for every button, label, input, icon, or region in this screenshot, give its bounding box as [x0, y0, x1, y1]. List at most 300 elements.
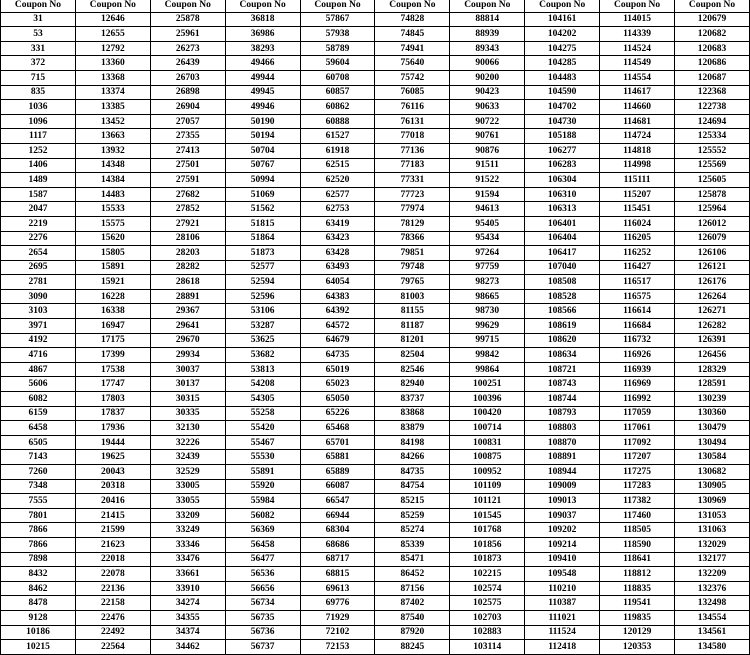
coupon-number-cell: 55258 — [225, 406, 300, 421]
coupon-number-cell: 50194 — [225, 129, 300, 144]
coupon-number-cell: 84266 — [375, 450, 450, 465]
coupon-number-cell: 102574 — [450, 581, 525, 596]
coupon-number-cell: 72153 — [300, 640, 375, 655]
coupon-number-cell: 81155 — [375, 304, 450, 319]
coupon-number-cell: 109214 — [525, 537, 600, 552]
coupon-number-cell: 33346 — [150, 537, 225, 552]
coupon-number-cell: 1489 — [1, 173, 76, 188]
coupon-number-cell: 106404 — [525, 231, 600, 246]
table-row — [1, 100, 750, 115]
coupon-number-cell: 4867 — [1, 362, 76, 377]
coupon-number-cell: 69613 — [300, 581, 375, 596]
coupon-number-cell: 119541 — [600, 596, 675, 611]
coupon-number-cell: 34274 — [150, 596, 225, 611]
table-row — [1, 450, 750, 465]
coupon-number-cell: 34462 — [150, 640, 225, 655]
coupon-number-cell: 60862 — [300, 100, 375, 115]
column-header: Coupon No — [150, 0, 225, 12]
coupon-number-cell: 66547 — [300, 494, 375, 509]
coupon-number-cell: 120129 — [600, 625, 675, 640]
coupon-number-cell: 17803 — [75, 392, 150, 407]
table-row — [1, 187, 750, 202]
coupon-number-cell: 77183 — [375, 158, 450, 173]
coupon-number-cell: 22492 — [75, 625, 150, 640]
coupon-number-cell: 27501 — [150, 158, 225, 173]
coupon-number-cell: 114681 — [600, 114, 675, 129]
coupon-number-cell: 22476 — [75, 610, 150, 625]
coupon-number-cell: 7866 — [1, 537, 76, 552]
coupon-number-cell: 57867 — [300, 12, 375, 27]
column-header: Coupon No — [600, 0, 675, 12]
coupon-number-cell: 87920 — [375, 625, 450, 640]
coupon-number-cell: 126391 — [675, 333, 750, 348]
coupon-number-cell: 71929 — [300, 610, 375, 625]
coupon-number-cell: 1036 — [1, 100, 76, 115]
coupon-number-cell: 7555 — [1, 494, 76, 509]
coupon-number-cell: 108744 — [525, 392, 600, 407]
coupon-number-cell: 101873 — [450, 552, 525, 567]
coupon-number-cell: 117382 — [600, 494, 675, 509]
coupon-number-cell: 104202 — [525, 27, 600, 42]
coupon-number-cell: 22158 — [75, 596, 150, 611]
coupon-number-cell: 95434 — [450, 231, 525, 246]
coupon-number-cell: 59604 — [300, 56, 375, 71]
coupon-number-cell: 53682 — [225, 348, 300, 363]
coupon-number-cell: 2654 — [1, 246, 76, 261]
coupon-number-cell: 108634 — [525, 348, 600, 363]
coupon-number-cell: 68815 — [300, 567, 375, 582]
coupon-number-cell: 79748 — [375, 260, 450, 275]
coupon-number-cell: 99842 — [450, 348, 525, 363]
coupon-number-cell: 61527 — [300, 129, 375, 144]
coupon-number-cell: 99864 — [450, 362, 525, 377]
coupon-number-cell: 29641 — [150, 319, 225, 334]
table-row — [1, 85, 750, 100]
coupon-number-cell: 110387 — [525, 596, 600, 611]
coupon-number-cell: 60888 — [300, 114, 375, 129]
coupon-number-cell: 103114 — [450, 640, 525, 655]
coupon-number-cell: 118835 — [600, 581, 675, 596]
coupon-number-cell: 14483 — [75, 187, 150, 202]
coupon-number-cell: 63428 — [300, 246, 375, 261]
coupon-number-cell: 54305 — [225, 392, 300, 407]
coupon-number-cell: 15805 — [75, 246, 150, 261]
coupon-number-cell: 117207 — [600, 450, 675, 465]
coupon-number-cell: 2219 — [1, 216, 76, 231]
coupon-number-cell: 126271 — [675, 304, 750, 319]
coupon-number-cell: 56734 — [225, 596, 300, 611]
table-row — [1, 625, 750, 640]
coupon-number-cell: 13374 — [75, 85, 150, 100]
coupon-number-cell: 30037 — [150, 362, 225, 377]
coupon-number-cell: 132029 — [675, 537, 750, 552]
coupon-number-cell: 116992 — [600, 392, 675, 407]
coupon-number-cell: 27591 — [150, 173, 225, 188]
coupon-number-cell: 20318 — [75, 479, 150, 494]
table-row — [1, 348, 750, 363]
coupon-number-cell: 132177 — [675, 552, 750, 567]
coupon-number-cell: 75742 — [375, 70, 450, 85]
coupon-number-cell: 2276 — [1, 231, 76, 246]
coupon-number-cell: 74828 — [375, 12, 450, 27]
coupon-number-cell: 5606 — [1, 377, 76, 392]
coupon-number-cell: 126106 — [675, 246, 750, 261]
coupon-number-cell: 77974 — [375, 202, 450, 217]
coupon-number-cell: 109009 — [525, 479, 600, 494]
coupon-number-cell: 134580 — [675, 640, 750, 655]
coupon-number-cell: 4716 — [1, 348, 76, 363]
coupon-number-cell: 85215 — [375, 494, 450, 509]
column-header: Coupon No — [300, 0, 375, 12]
coupon-number-cell: 117275 — [600, 465, 675, 480]
coupon-number-cell: 14348 — [75, 158, 150, 173]
coupon-number-cell: 36818 — [225, 12, 300, 27]
coupon-number-cell: 49945 — [225, 85, 300, 100]
coupon-number-cell: 1406 — [1, 158, 76, 173]
coupon-number-cell: 15891 — [75, 260, 150, 275]
coupon-number-cell: 110210 — [525, 581, 600, 596]
coupon-number-cell: 372 — [1, 56, 76, 71]
coupon-number-cell: 29934 — [150, 348, 225, 363]
table-row — [1, 216, 750, 231]
table-row — [1, 114, 750, 129]
coupon-number-cell: 102215 — [450, 567, 525, 582]
coupon-number-cell: 56656 — [225, 581, 300, 596]
coupon-number-cell: 56082 — [225, 508, 300, 523]
coupon-number-cell: 331 — [1, 41, 76, 56]
table-row — [1, 27, 750, 42]
coupon-number-cell: 107040 — [525, 260, 600, 275]
coupon-number-cell: 117283 — [600, 479, 675, 494]
table-row — [1, 260, 750, 275]
coupon-number-cell: 120353 — [600, 640, 675, 655]
coupon-number-cell: 49946 — [225, 100, 300, 115]
coupon-number-cell: 120682 — [675, 27, 750, 42]
coupon-number-cell: 7260 — [1, 465, 76, 480]
coupon-number-cell: 116517 — [600, 275, 675, 290]
coupon-number-cell: 91522 — [450, 173, 525, 188]
coupon-number-cell: 120683 — [675, 41, 750, 56]
coupon-number-cell: 56477 — [225, 552, 300, 567]
coupon-number-cell: 55420 — [225, 421, 300, 436]
coupon-number-cell: 50767 — [225, 158, 300, 173]
coupon-number-cell: 64054 — [300, 275, 375, 290]
coupon-number-cell: 120686 — [675, 56, 750, 71]
coupon-number-cell: 86452 — [375, 567, 450, 582]
column-header: Coupon No — [1, 0, 76, 12]
coupon-number-cell: 85259 — [375, 508, 450, 523]
coupon-number-cell: 57938 — [300, 27, 375, 42]
coupon-number-cell: 132498 — [675, 596, 750, 611]
table-row — [1, 12, 750, 27]
coupon-number-cell: 77136 — [375, 143, 450, 158]
coupon-number-cell: 10186 — [1, 625, 76, 640]
coupon-number-cell: 21599 — [75, 523, 150, 538]
coupon-number-cell: 109548 — [525, 567, 600, 582]
coupon-number-cell: 49466 — [225, 56, 300, 71]
coupon-number-cell: 108566 — [525, 304, 600, 319]
coupon-number-cell: 95405 — [450, 216, 525, 231]
coupon-number-cell: 116614 — [600, 304, 675, 319]
coupon-number-cell: 75640 — [375, 56, 450, 71]
coupon-number-cell: 118641 — [600, 552, 675, 567]
coupon-number-cell: 28891 — [150, 289, 225, 304]
table-row — [1, 640, 750, 655]
coupon-number-cell: 108870 — [525, 435, 600, 450]
coupon-number-cell: 114724 — [600, 129, 675, 144]
coupon-number-cell: 28203 — [150, 246, 225, 261]
coupon-number-cell: 118505 — [600, 523, 675, 538]
coupon-number-cell: 50190 — [225, 114, 300, 129]
coupon-number-cell: 131053 — [675, 508, 750, 523]
coupon-number-cell: 1252 — [1, 143, 76, 158]
coupon-number-cell: 68717 — [300, 552, 375, 567]
coupon-number-cell: 91511 — [450, 158, 525, 173]
coupon-number-cell: 30315 — [150, 392, 225, 407]
coupon-number-cell: 101768 — [450, 523, 525, 538]
coupon-number-cell: 85471 — [375, 552, 450, 567]
coupon-number-cell: 65889 — [300, 465, 375, 480]
table-row — [1, 143, 750, 158]
coupon-number-cell: 109013 — [525, 494, 600, 509]
coupon-number-cell: 130479 — [675, 421, 750, 436]
coupon-number-cell: 20043 — [75, 465, 150, 480]
coupon-number-cell: 100875 — [450, 450, 525, 465]
table-row — [1, 610, 750, 625]
coupon-number-cell: 124694 — [675, 114, 750, 129]
coupon-number-cell: 26439 — [150, 56, 225, 71]
coupon-number-cell: 116427 — [600, 260, 675, 275]
coupon-number-cell: 126264 — [675, 289, 750, 304]
table-row — [1, 537, 750, 552]
coupon-number-cell: 88814 — [450, 12, 525, 27]
coupon-number-cell: 34355 — [150, 610, 225, 625]
coupon-number-cell: 115451 — [600, 202, 675, 217]
coupon-number-cell: 119835 — [600, 610, 675, 625]
coupon-number-cell: 82940 — [375, 377, 450, 392]
coupon-number-cell: 1117 — [1, 129, 76, 144]
coupon-number-cell: 114554 — [600, 70, 675, 85]
coupon-number-cell: 38293 — [225, 41, 300, 56]
coupon-number-cell: 90761 — [450, 129, 525, 144]
coupon-number-cell: 126012 — [675, 216, 750, 231]
coupon-number-cell: 3090 — [1, 289, 76, 304]
coupon-number-cell: 106417 — [525, 246, 600, 261]
coupon-number-cell: 65881 — [300, 450, 375, 465]
coupon-number-cell: 51864 — [225, 231, 300, 246]
coupon-number-cell: 17837 — [75, 406, 150, 421]
table-row — [1, 246, 750, 261]
coupon-number-cell: 108619 — [525, 319, 600, 334]
coupon-number-cell: 114818 — [600, 143, 675, 158]
coupon-number-cell: 1096 — [1, 114, 76, 129]
table-row — [1, 275, 750, 290]
table-row — [1, 129, 750, 144]
coupon-number-cell: 130905 — [675, 479, 750, 494]
coupon-number-cell: 115207 — [600, 187, 675, 202]
coupon-number-cell: 30335 — [150, 406, 225, 421]
coupon-number-cell: 108721 — [525, 362, 600, 377]
coupon-number-cell: 25961 — [150, 27, 225, 42]
coupon-number-cell: 79765 — [375, 275, 450, 290]
coupon-number-cell: 27682 — [150, 187, 225, 202]
coupon-number-cell: 126121 — [675, 260, 750, 275]
coupon-number-cell: 116252 — [600, 246, 675, 261]
coupon-number-cell: 6458 — [1, 421, 76, 436]
coupon-number-cell: 76131 — [375, 114, 450, 129]
coupon-number-cell: 134561 — [675, 625, 750, 640]
coupon-number-cell: 109410 — [525, 552, 600, 567]
coupon-number-cell: 125964 — [675, 202, 750, 217]
coupon-number-cell: 64392 — [300, 304, 375, 319]
coupon-number-cell: 130584 — [675, 450, 750, 465]
coupon-number-cell: 104590 — [525, 85, 600, 100]
coupon-number-cell: 97759 — [450, 260, 525, 275]
coupon-number-cell: 69776 — [300, 596, 375, 611]
coupon-number-cell: 68686 — [300, 537, 375, 552]
coupon-number-cell: 60708 — [300, 70, 375, 85]
coupon-number-cell: 17538 — [75, 362, 150, 377]
table-row — [1, 70, 750, 85]
coupon-number-cell: 30137 — [150, 377, 225, 392]
coupon-number-cell: 90423 — [450, 85, 525, 100]
coupon-number-cell: 15575 — [75, 216, 150, 231]
coupon-number-cell: 7348 — [1, 479, 76, 494]
coupon-number-cell: 13385 — [75, 100, 150, 115]
coupon-number-cell: 17747 — [75, 377, 150, 392]
coupon-number-cell: 116575 — [600, 289, 675, 304]
coupon-number-cell: 21623 — [75, 537, 150, 552]
coupon-number-cell: 66087 — [300, 479, 375, 494]
coupon-number-cell: 104275 — [525, 41, 600, 56]
coupon-number-cell: 81003 — [375, 289, 450, 304]
coupon-number-cell: 104285 — [525, 56, 600, 71]
coupon-number-cell: 51815 — [225, 216, 300, 231]
table-row — [1, 41, 750, 56]
coupon-number-cell: 52596 — [225, 289, 300, 304]
coupon-number-cell: 51873 — [225, 246, 300, 261]
coupon-number-cell: 111021 — [525, 610, 600, 625]
coupon-number-cell: 126079 — [675, 231, 750, 246]
coupon-number-cell: 64572 — [300, 319, 375, 334]
coupon-number-cell: 27852 — [150, 202, 225, 217]
coupon-number-cell: 19444 — [75, 435, 150, 450]
coupon-number-cell: 131063 — [675, 523, 750, 538]
coupon-number-cell: 134554 — [675, 610, 750, 625]
coupon-number-cell: 117059 — [600, 406, 675, 421]
coupon-number-cell: 14384 — [75, 173, 150, 188]
coupon-number-cell: 79851 — [375, 246, 450, 261]
coupon-number-cell: 15921 — [75, 275, 150, 290]
coupon-number-cell: 22018 — [75, 552, 150, 567]
coupon-number-cell: 130494 — [675, 435, 750, 450]
coupon-number-cell: 6082 — [1, 392, 76, 407]
coupon-number-cell: 835 — [1, 85, 76, 100]
coupon-number-cell: 62577 — [300, 187, 375, 202]
coupon-number-cell: 90876 — [450, 143, 525, 158]
table-row — [1, 479, 750, 494]
coupon-number-cell: 114617 — [600, 85, 675, 100]
coupon-number-cell: 125552 — [675, 143, 750, 158]
coupon-number-cell: 8462 — [1, 581, 76, 596]
coupon-number-cell: 106277 — [525, 143, 600, 158]
coupon-number-cell: 54208 — [225, 377, 300, 392]
coupon-number-cell: 98273 — [450, 275, 525, 290]
coupon-number-cell: 33910 — [150, 581, 225, 596]
coupon-number-cell: 28618 — [150, 275, 225, 290]
coupon-number-cell: 122368 — [675, 85, 750, 100]
coupon-number-cell: 108803 — [525, 421, 600, 436]
coupon-number-cell: 128591 — [675, 377, 750, 392]
coupon-number-cell: 51069 — [225, 187, 300, 202]
coupon-number-cell: 6159 — [1, 406, 76, 421]
table-row — [1, 202, 750, 217]
coupon-number-cell: 126176 — [675, 275, 750, 290]
table-row — [1, 494, 750, 509]
coupon-number-cell: 32226 — [150, 435, 225, 450]
coupon-number-cell: 85274 — [375, 523, 450, 538]
coupon-number-cell: 7801 — [1, 508, 76, 523]
coupon-number-cell: 29367 — [150, 304, 225, 319]
table-row — [1, 552, 750, 567]
coupon-number-cell: 33005 — [150, 479, 225, 494]
coupon-number-cell: 98730 — [450, 304, 525, 319]
coupon-number-cell: 89343 — [450, 41, 525, 56]
coupon-number-cell: 102883 — [450, 625, 525, 640]
coupon-number-cell: 53625 — [225, 333, 300, 348]
coupon-number-cell: 82504 — [375, 348, 450, 363]
coupon-number-cell: 76085 — [375, 85, 450, 100]
column-header: Coupon No — [75, 0, 150, 12]
coupon-number-cell: 100251 — [450, 377, 525, 392]
coupon-number-cell: 13932 — [75, 143, 150, 158]
coupon-number-cell: 120679 — [675, 12, 750, 27]
coupon-number-cell: 116024 — [600, 216, 675, 231]
coupon-number-cell: 116926 — [600, 348, 675, 363]
coupon-number-cell: 104161 — [525, 12, 600, 27]
coupon-number-cell: 8432 — [1, 567, 76, 582]
coupon-number-cell: 72102 — [300, 625, 375, 640]
coupon-number-cell: 97264 — [450, 246, 525, 261]
coupon-number-cell: 114015 — [600, 12, 675, 27]
coupon-number-cell: 55920 — [225, 479, 300, 494]
coupon-number-cell: 132209 — [675, 567, 750, 582]
coupon-number-cell: 65019 — [300, 362, 375, 377]
coupon-number-cell: 10215 — [1, 640, 76, 655]
coupon-number-cell: 55984 — [225, 494, 300, 509]
coupon-number-cell: 36986 — [225, 27, 300, 42]
coupon-number-cell: 116732 — [600, 333, 675, 348]
coupon-number-cell: 84754 — [375, 479, 450, 494]
coupon-number-cell: 125878 — [675, 187, 750, 202]
coupon-number-cell: 74845 — [375, 27, 450, 42]
coupon-number-cell: 100714 — [450, 421, 525, 436]
header-row — [1, 0, 750, 12]
coupon-number-cell: 58789 — [300, 41, 375, 56]
coupon-number-cell: 116939 — [600, 362, 675, 377]
coupon-number-cell: 34374 — [150, 625, 225, 640]
coupon-number-cell: 99715 — [450, 333, 525, 348]
table-row — [1, 158, 750, 173]
coupon-number-cell: 55467 — [225, 435, 300, 450]
coupon-number-cell: 130682 — [675, 465, 750, 480]
coupon-number-cell: 16228 — [75, 289, 150, 304]
coupon-number-cell: 7898 — [1, 552, 76, 567]
coupon-number-cell: 4192 — [1, 333, 76, 348]
coupon-number-cell: 33055 — [150, 494, 225, 509]
coupon-number-cell: 21415 — [75, 508, 150, 523]
coupon-number-cell: 2695 — [1, 260, 76, 275]
